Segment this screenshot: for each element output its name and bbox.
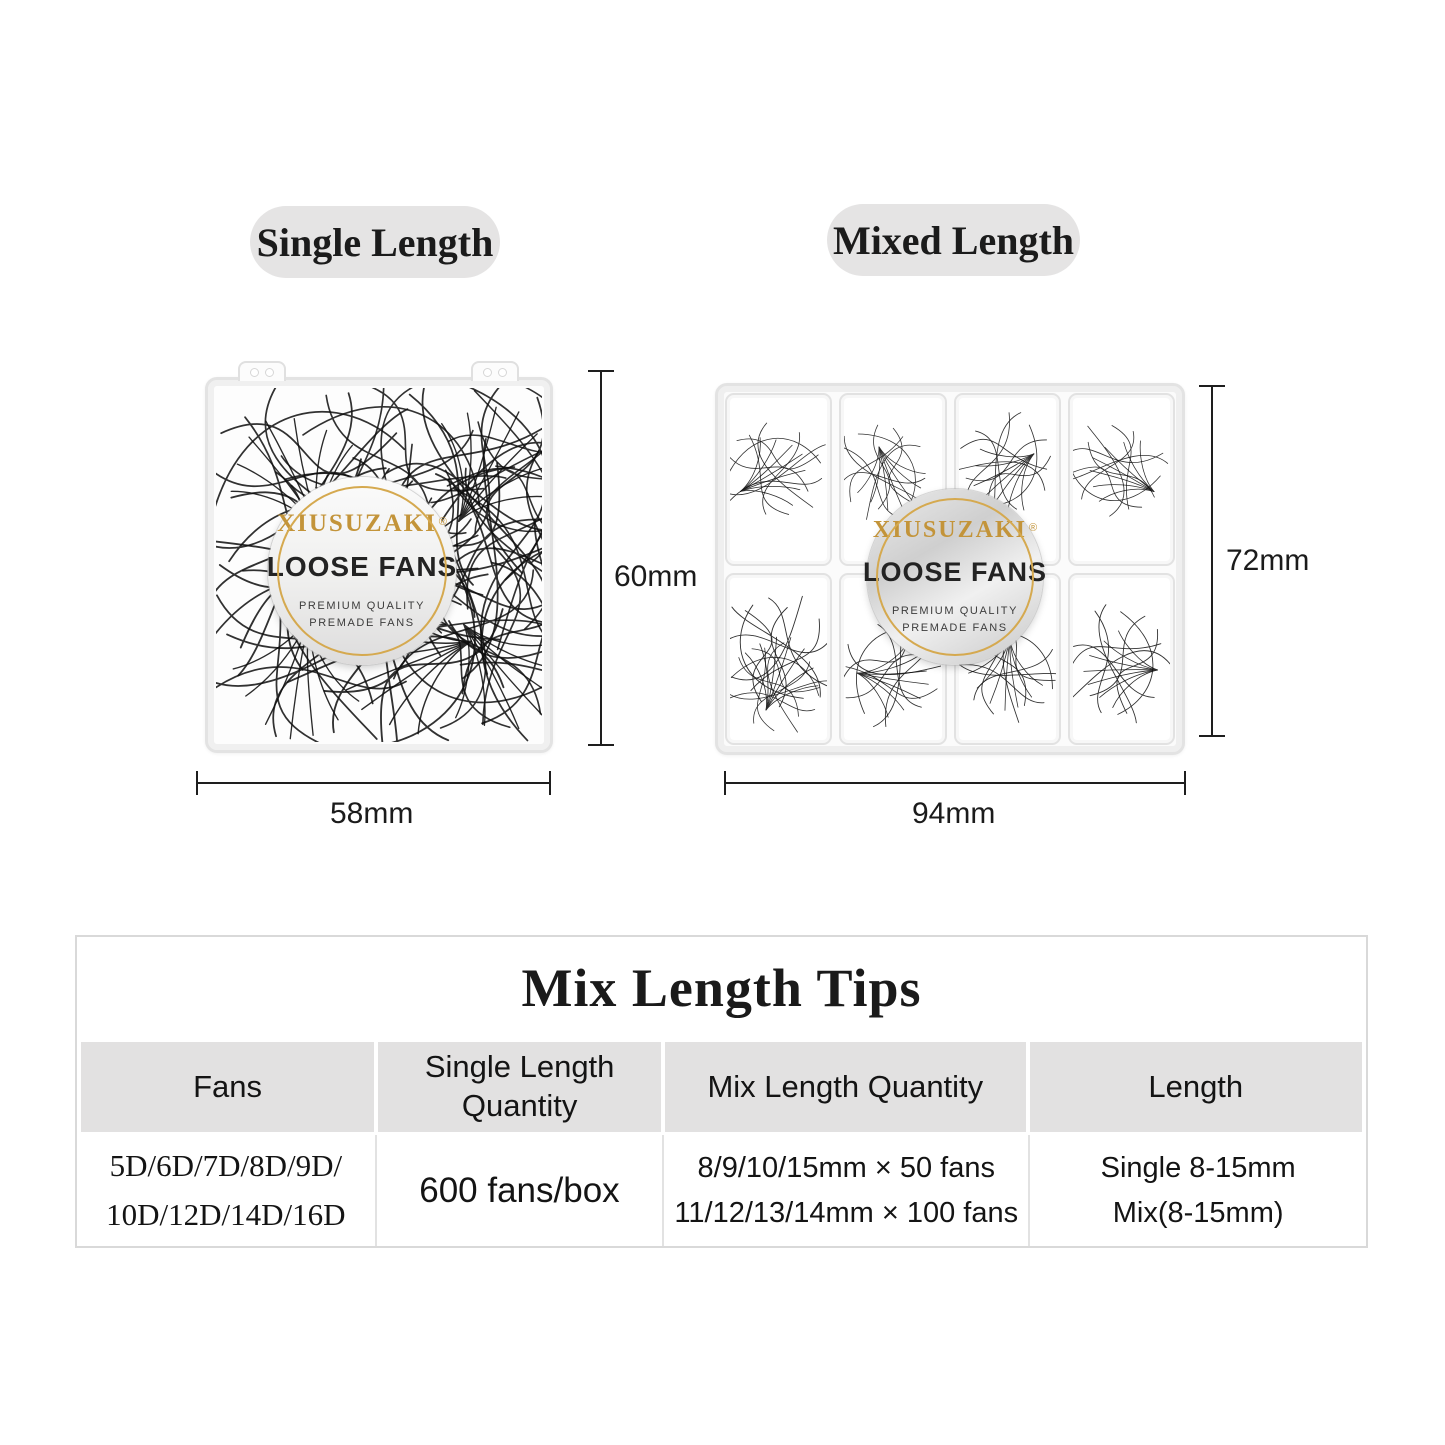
dimension-cap bbox=[724, 771, 726, 795]
fans-line2: 10D/12D/14D/16D bbox=[106, 1196, 346, 1232]
tagline-line2: PREMADE FANS bbox=[309, 617, 415, 629]
fans-line1: 5D/6D/7D/8D/9D/ bbox=[109, 1148, 343, 1184]
registered-mark: ® bbox=[438, 515, 447, 528]
table-data-row bbox=[77, 1135, 1366, 1246]
single-quantity: 600 fans/box bbox=[419, 1170, 620, 1210]
mix-quantity-line2: 11/12/13/14mm × 100 fans bbox=[674, 1196, 1019, 1229]
brand-name: XIUSUZAKI bbox=[872, 516, 1027, 543]
tagline-line2: PREMADE FANS bbox=[902, 622, 1008, 634]
dimension-line-mixed-width bbox=[725, 782, 1185, 784]
dimension-label-single-width: 58mm bbox=[330, 797, 414, 830]
header-cell-single-length-quantity: Single Length Quantity bbox=[378, 1042, 661, 1132]
brand-name: XIUSUZAKI bbox=[277, 509, 437, 537]
dimension-cap bbox=[588, 370, 614, 372]
dimension-label-single-height: 60mm bbox=[614, 560, 698, 593]
dimension-line-single-width bbox=[197, 782, 550, 784]
dimension-label-mixed-width: 94mm bbox=[912, 797, 996, 830]
cell-mix-length-quantity bbox=[662, 1135, 1028, 1246]
table-header-row bbox=[77, 1039, 1366, 1135]
length-line1: Single 8-15mm bbox=[1100, 1151, 1296, 1184]
gold-ring bbox=[876, 498, 1034, 656]
dimension-cap bbox=[196, 771, 198, 795]
brand-label bbox=[862, 489, 1048, 665]
box-hinge-tab bbox=[238, 361, 286, 381]
dimension-cap bbox=[588, 744, 614, 746]
badge-single-length: Single Length bbox=[250, 206, 500, 278]
gold-ring bbox=[277, 486, 447, 656]
dimension-line-mixed-height bbox=[1211, 386, 1213, 736]
dimension-line-single-height bbox=[600, 371, 602, 745]
tagline-line1: PREMIUM QUALITY bbox=[891, 604, 1019, 617]
header-cell-mix-length-quantity: Mix Length Quantity bbox=[665, 1042, 1025, 1132]
lash-compartment bbox=[725, 573, 832, 746]
box-hinge-tab bbox=[471, 361, 519, 381]
tagline-line1: PREMIUM QUALITY bbox=[298, 599, 426, 612]
dimension-cap bbox=[1199, 735, 1225, 737]
length-line2: Mix(8-15mm) bbox=[1112, 1196, 1284, 1229]
cell-single-length-quantity bbox=[375, 1135, 662, 1246]
lash-compartment bbox=[725, 393, 832, 566]
lash-compartment bbox=[1068, 393, 1175, 566]
dimension-cap bbox=[549, 771, 551, 795]
dimension-label-mixed-height: 72mm bbox=[1226, 544, 1310, 577]
registered-mark: ® bbox=[1028, 521, 1038, 534]
header-cell-fans: Fans bbox=[81, 1042, 374, 1132]
spec-table bbox=[75, 935, 1368, 1248]
table-title: Mix Length Tips bbox=[521, 958, 922, 1018]
brand-label bbox=[268, 477, 456, 665]
product-name: LOOSE FANS bbox=[266, 550, 458, 582]
cell-fans bbox=[77, 1135, 375, 1246]
cell-length bbox=[1028, 1135, 1366, 1246]
lash-compartment bbox=[1068, 573, 1175, 746]
dimension-cap bbox=[1184, 771, 1186, 795]
dimension-cap bbox=[1199, 385, 1225, 387]
product-name: LOOSE FANS bbox=[862, 556, 1048, 587]
header-cell-length: Length bbox=[1030, 1042, 1362, 1132]
badge-mixed-length: Mixed Length bbox=[827, 204, 1080, 276]
mix-quantity-line1: 8/9/10/15mm × 50 fans bbox=[697, 1151, 995, 1184]
